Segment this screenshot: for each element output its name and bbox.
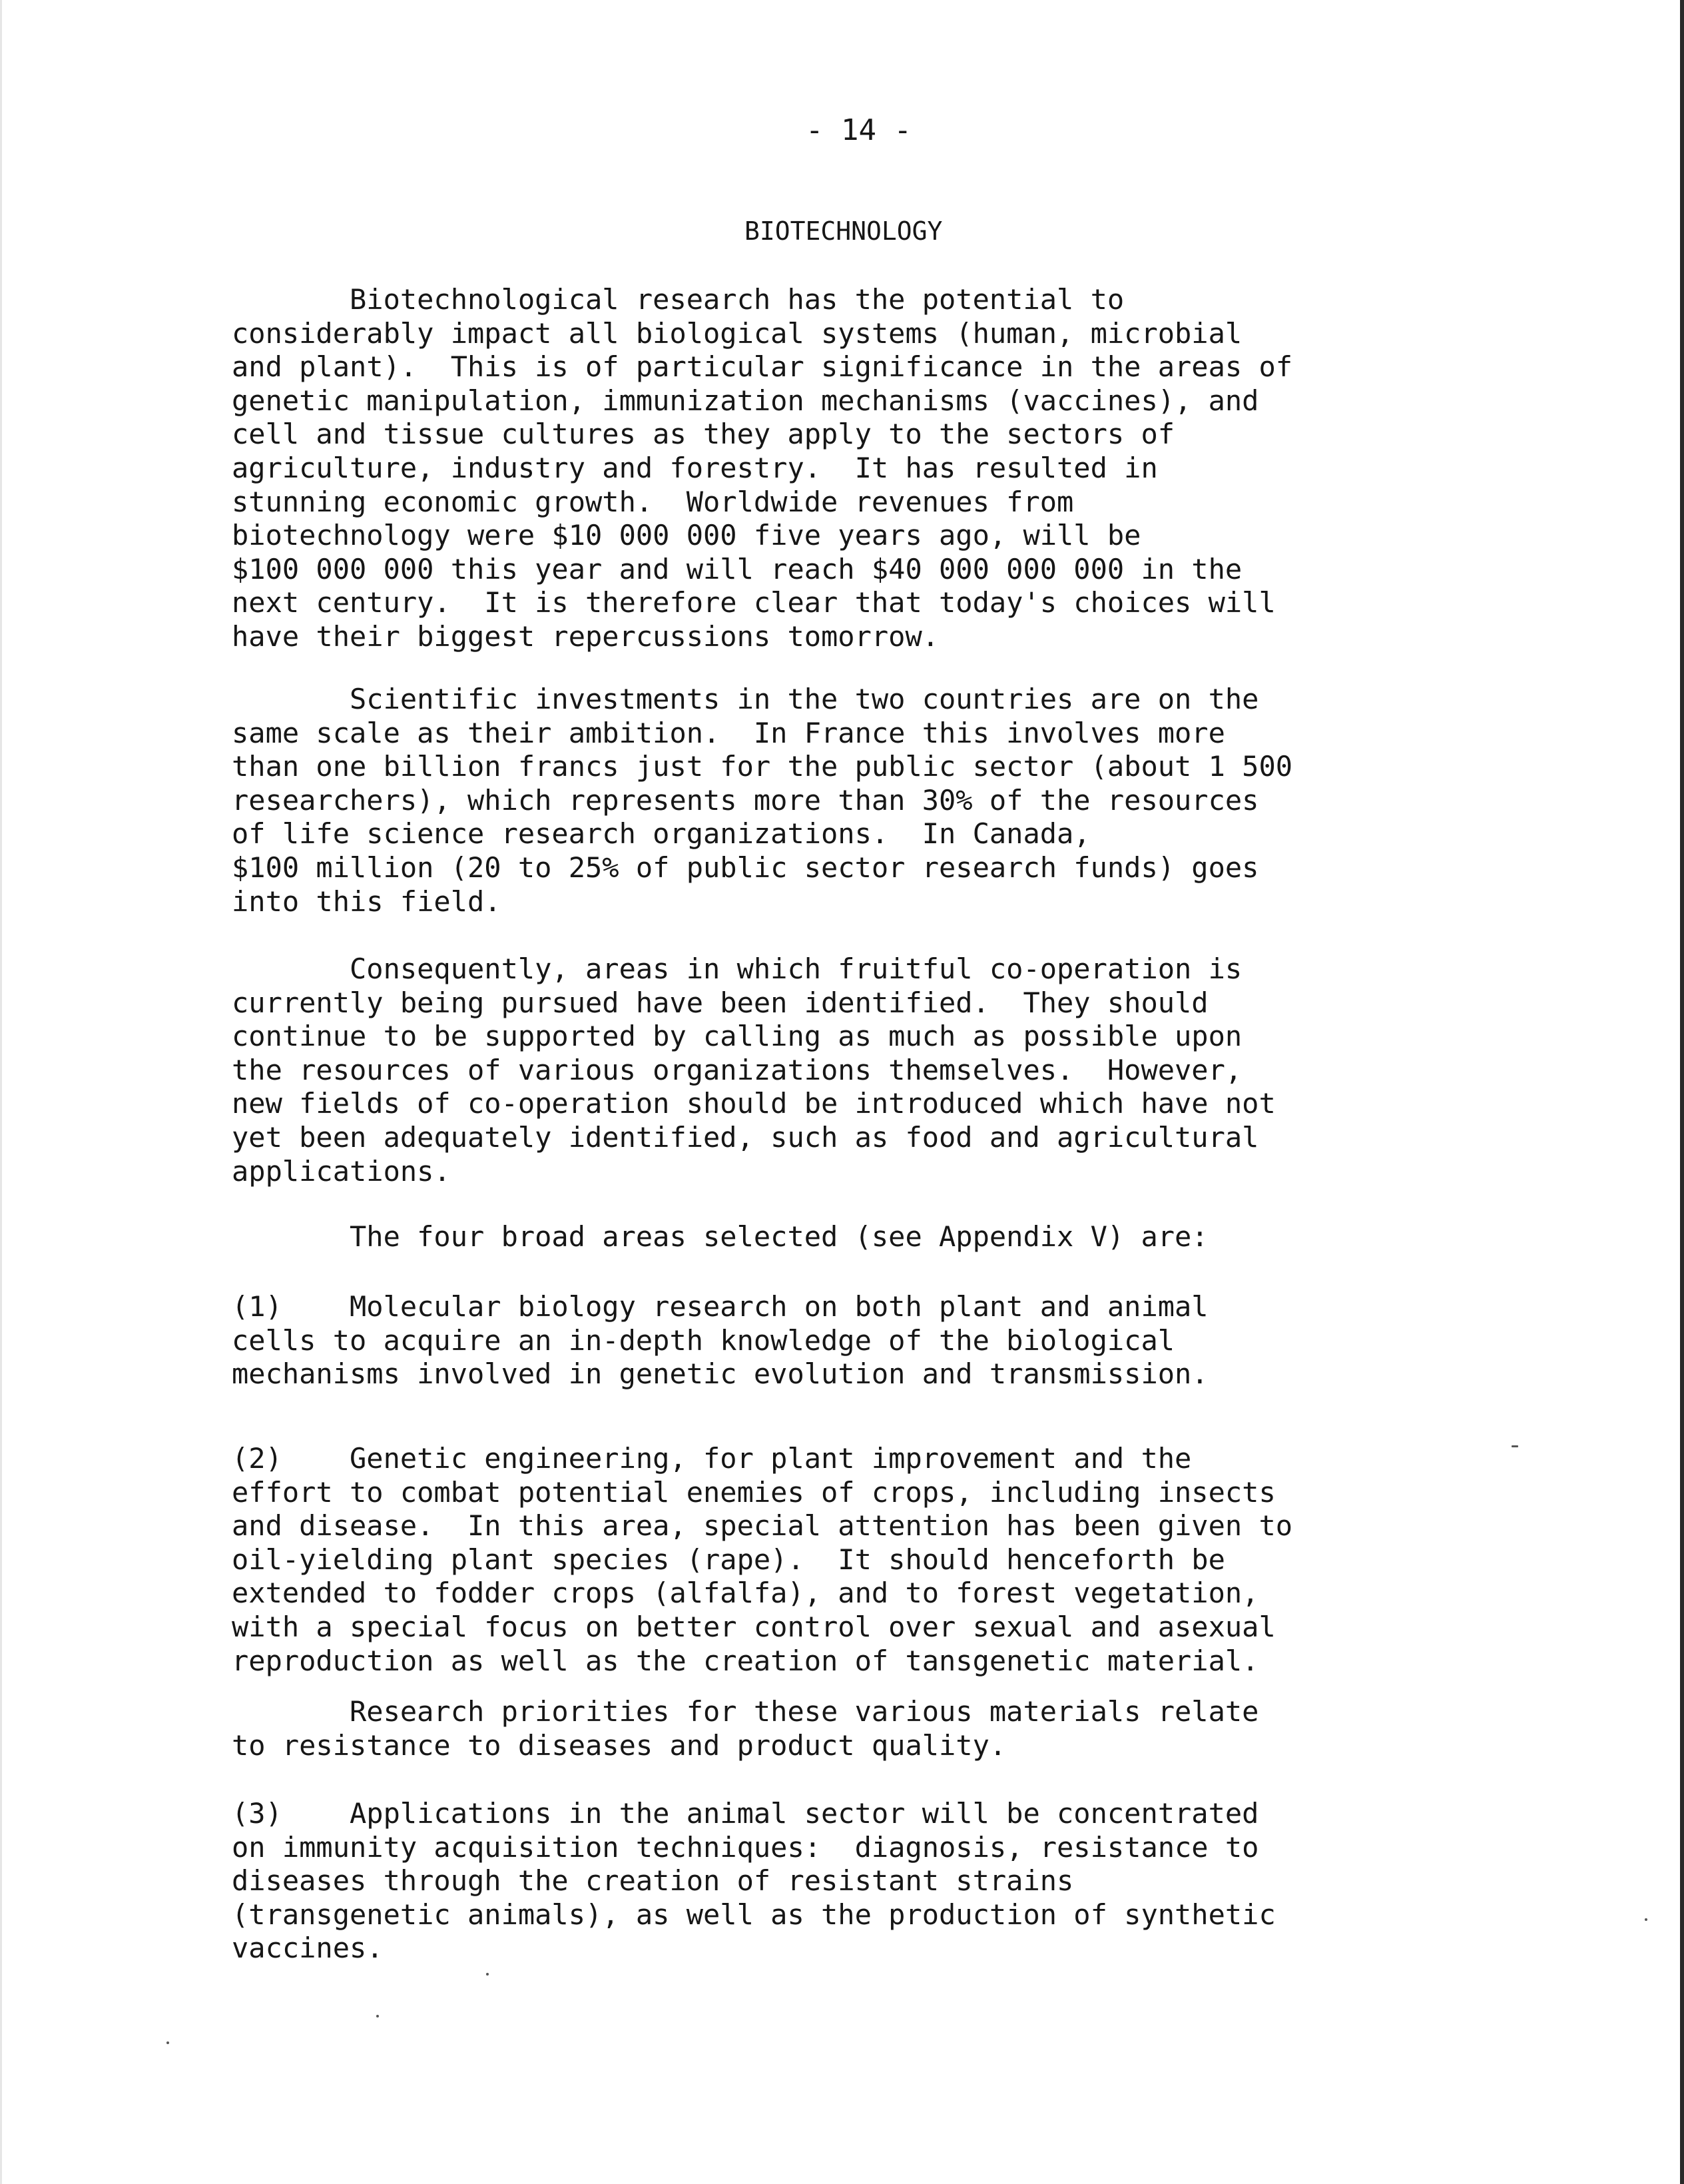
scan-speck bbox=[166, 2041, 169, 2044]
list-item-2 bbox=[232, 1442, 1517, 1678]
text-line: diseases through the creation of resistant strains bbox=[232, 1864, 1074, 1898]
text-line: Consequently, areas in which fruitful co-operation is bbox=[232, 952, 1243, 985]
text-line: mechanisms involved in genetic evolution and transmission. bbox=[232, 1357, 1209, 1391]
text-line: continue to be supported by calling as much as possible upon bbox=[232, 1020, 1243, 1053]
paragraph-investments bbox=[232, 683, 1517, 918]
scan-edge-right bbox=[1680, 0, 1684, 2184]
scan-edge-left bbox=[0, 0, 2, 2184]
text-line: currently being pursued have been identified. They should bbox=[232, 986, 1209, 1019]
text-line: (3) Applications in the animal sector will be concentrated bbox=[232, 1797, 1259, 1830]
text-line: extended to fodder crops (alfalfa), and to forest vegetation, bbox=[232, 1577, 1259, 1610]
text-line: yet been adequately identified, such as food and agricultural bbox=[232, 1120, 1259, 1154]
text-line: reproduction as well as the creation of tansgenetic material. bbox=[232, 1644, 1259, 1677]
text-line: than one billion francs just for the public sector (about 1 500 bbox=[232, 750, 1293, 783]
text-line: considerably impact all biological systems (human, microbial bbox=[232, 316, 1243, 350]
text-line: The four broad areas selected (see Appendix V) are: bbox=[232, 1220, 1209, 1253]
text-line: Research priorities for these various materials relate bbox=[232, 1695, 1259, 1728]
paragraph-four-areas bbox=[232, 1220, 1517, 1254]
page-number: - 14 - bbox=[806, 113, 912, 147]
text-line: $100 million (20 to 25% of public sector research funds) goes bbox=[232, 851, 1259, 884]
list-item-1 bbox=[232, 1290, 1517, 1391]
text-line: (1) Molecular biology research on both plant and animal bbox=[232, 1290, 1209, 1323]
text-line: cell and tissue cultures as they apply to the sectors of bbox=[232, 418, 1175, 451]
paragraph-intro bbox=[232, 283, 1517, 654]
text-line: (transgenetic animals), as well as the production of synthetic bbox=[232, 1898, 1276, 1931]
paragraph-research-priorities bbox=[232, 1695, 1517, 1762]
list-item-3 bbox=[232, 1797, 1517, 1966]
scan-speck bbox=[486, 1973, 489, 1976]
text-line: same scale as their ambition. In France this involves more bbox=[232, 716, 1225, 749]
text-line: genetic manipulation, immunization mechanisms (vaccines), and bbox=[232, 384, 1259, 417]
text-line: of life science research organizations. In Canada, bbox=[232, 817, 1091, 851]
text-line: have their biggest repercussions tomorrow. bbox=[232, 619, 940, 653]
paragraph-cooperation bbox=[232, 952, 1517, 1188]
text-line: biotechnology were $10 000 000 five years ago, will be bbox=[232, 519, 1141, 552]
scan-speck bbox=[1512, 1445, 1518, 1447]
text-line: into this field. bbox=[232, 885, 501, 918]
text-line: oil-yielding plant species (rape). It should henceforth be bbox=[232, 1543, 1225, 1576]
text-line: researchers), which represents more than 30% of the resources bbox=[232, 783, 1259, 817]
text-line: new fields of co-operation should be introduced which have not bbox=[232, 1087, 1276, 1120]
text-line: next century. It is therefore clear that today's choices will bbox=[232, 586, 1276, 619]
text-line: (2) Genetic engineering, for plant improvement and the bbox=[232, 1442, 1192, 1475]
text-line: cells to acquire an in-depth knowledge of the biological bbox=[232, 1323, 1175, 1357]
section-heading: BIOTECHNOLOGY bbox=[744, 216, 943, 246]
text-line: agriculture, industry and forestry. It has resulted in bbox=[232, 451, 1158, 484]
text-line: applications. bbox=[232, 1154, 451, 1188]
text-line: Biotechnological research has the potential to bbox=[232, 283, 1125, 316]
text-line: on immunity acquisition techniques: diagnosis, resistance to bbox=[232, 1830, 1259, 1864]
text-line: $100 000 000 this year and will reach $40 000 000 000 in the bbox=[232, 552, 1243, 585]
text-line: stunning economic growth. Worldwide revenues from bbox=[232, 485, 1074, 518]
scan-speck bbox=[376, 2015, 379, 2017]
text-line: with a special focus on better control over sexual and asexual bbox=[232, 1610, 1276, 1643]
text-line: Scientific investments in the two countries are on the bbox=[232, 683, 1259, 715]
text-line: effort to combat potential enemies of crops, including insects bbox=[232, 1475, 1276, 1509]
scan-speck bbox=[1645, 1918, 1647, 1921]
text-line: to resistance to diseases and product quality. bbox=[232, 1728, 1007, 1762]
text-line: vaccines. bbox=[232, 1932, 384, 1965]
text-line: the resources of various organizations themselves. However, bbox=[232, 1053, 1243, 1086]
text-line: and disease. In this area, special attention has been given to bbox=[232, 1509, 1293, 1543]
text-line: and plant). This is of particular significance in the areas of bbox=[232, 350, 1293, 384]
